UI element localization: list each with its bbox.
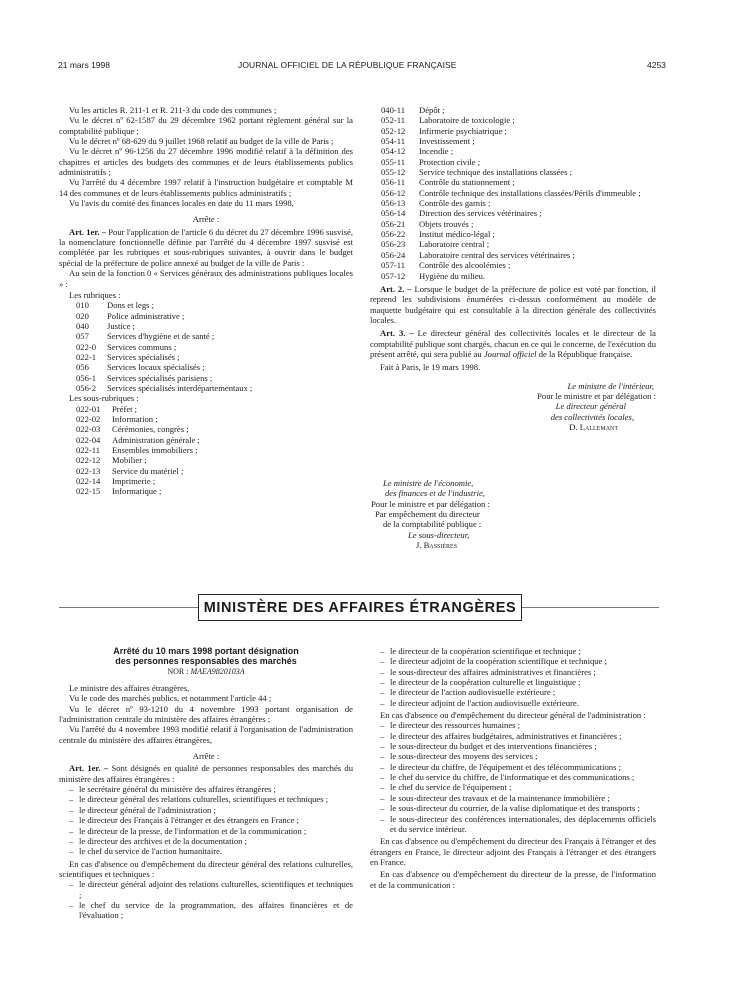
header-date: 21 mars 1998 bbox=[58, 60, 110, 70]
list-item: – le directeur général adjoint des relations culturelles, scientifiques et techniques ; bbox=[69, 879, 353, 900]
visa-1: Vu les articles R. 211-1 et R. 211-3 du code des communes ; bbox=[69, 105, 277, 115]
list-item: 010 Dons et legs ; bbox=[76, 300, 155, 311]
signature-2-empechement-line-2: de la comptabilité publique : bbox=[383, 519, 482, 530]
list-item: – le chef du service du chiffre, de l'informatique et des communications ; bbox=[380, 772, 635, 783]
minister-intro: Le ministre des affaires étrangères, bbox=[69, 683, 190, 694]
list-item: 056-12 Contrôle technique des installations classées/Périls d'immeuble ; bbox=[381, 187, 641, 198]
signature-2-name: J. Bassières bbox=[416, 540, 458, 551]
list-item: 056-24 Laboratoire central des services vétérinaires ; bbox=[381, 249, 575, 260]
absence-paragraph-2: En cas d'absence ou d'empêchement du directeur général de l'administration : bbox=[380, 710, 646, 721]
article-2: Art. 2. – Lorsque le budget de la préfecture de police est voté par fonction, il reprend les subdivisions énumérées ci-dessus conformément au modèle de maquette budgétaire qui est consultable à la direction générale des collectivités locales. bbox=[370, 283, 656, 325]
list-item: 054-12 Incendie ; bbox=[381, 146, 454, 157]
list-item: – le directeur général de l'administration ; bbox=[69, 804, 216, 815]
list-item: 056-22 Institut médico-légal ; bbox=[381, 229, 495, 240]
banner-rule-left bbox=[59, 607, 198, 608]
list-item: 022-02 Information ; bbox=[76, 413, 158, 424]
signature-2-delegation: Pour le ministre et par délégation : bbox=[371, 498, 490, 509]
list-item: 052-12 Infirmerie psychiatrique ; bbox=[381, 125, 507, 136]
list-item: – le directeur de la presse, de l'information et de la communication ; bbox=[69, 825, 307, 836]
list-item: 056 Services locaux spécialisés ; bbox=[76, 362, 205, 373]
list-item: – le directeur adjoint de l'action audiovisuelle extérieure. bbox=[380, 697, 579, 708]
list-item: 056-1 Services spécialisés parisiens ; bbox=[76, 372, 213, 383]
signature-2-role: Le sous-directeur, bbox=[408, 529, 470, 540]
list-item: 056-11 Contrôle du stationnement ; bbox=[381, 177, 515, 188]
fonction-intro: Au sein de la fonction 0 « Services généraux des administrations publiques locales » : bbox=[59, 268, 354, 289]
list-item: 020 Police administrative ; bbox=[76, 310, 185, 321]
list-item: – le secrétaire général du ministère des affaires étrangères ; bbox=[69, 784, 276, 795]
list-item: 022-1 Services spécialisés ; bbox=[76, 351, 180, 362]
sous-rubriques-title: Les sous-rubriques : bbox=[69, 393, 139, 404]
arrete-title-line-1: Arrêté du 10 mars 1998 portant désignation bbox=[113, 646, 299, 656]
list-item: 022-03 Cérémonies, congrès ; bbox=[76, 424, 189, 435]
rubriques-list bbox=[59, 300, 353, 393]
list-item: 022-12 Mobilier ; bbox=[76, 455, 147, 466]
list-item: 055-11 Protection civile ; bbox=[381, 156, 481, 167]
header-page-number: 4253 bbox=[647, 60, 666, 70]
list-item: 022-14 Imprimerie ; bbox=[76, 476, 156, 487]
visa-2: Vu le décret nº 62-1587 du 29 décembre 1962 portant règlement général sur la comptabilité publique ; bbox=[59, 115, 353, 136]
signature-1-name: D. Lallemant bbox=[569, 421, 618, 432]
list-item: – le directeur de l'action audiovisuelle extérieure ; bbox=[380, 687, 556, 698]
list-item: 040 Justice ; bbox=[76, 320, 135, 331]
visa-3: Vu l'arrêté du 4 novembre 1993 modifié relatif à l'organisation de l'administration centrale du ministère des affaires étrangères, bbox=[59, 724, 353, 745]
bottom-right-column bbox=[370, 646, 656, 890]
arrete-heading: Arrête : bbox=[192, 214, 220, 225]
delegates-list-2 bbox=[370, 720, 656, 834]
absence-paragraph-4: En cas d'absence ou d'empêchement du directeur de la presse, de l'information et de la communication : bbox=[370, 869, 656, 890]
article-1-text: Pour l'application de l'article 6 du décret du 27 décembre 1996 susvisé, la nomenclature fonctionnelle définie par l'arrêté du 4 décembre 1997 susvisé est complétée par les rubriques et sous-rubriques suivantes, à ouvrir dans le budget spécial de la préfecture de police annexé au budget de la ville de Paris : bbox=[59, 226, 353, 268]
article-1: Art. 1er. – Sont désignés en qualité de personnes responsables des marchés du ministère des affaires étrangères : bbox=[59, 763, 353, 784]
top-left-column bbox=[59, 105, 353, 497]
visa-6: Vu l'avis du comité des finances locales en date du 11 mars 1998, bbox=[69, 198, 294, 209]
nor-reference: NOR : MAEA9820103A bbox=[167, 666, 245, 676]
signature-block-2 bbox=[365, 478, 565, 550]
list-item: 056-23 Laboratoire central ; bbox=[381, 239, 490, 250]
rubriques-title: Les rubriques : bbox=[69, 289, 121, 300]
list-item: – le sous-directeur des affaires administratives et financières ; bbox=[380, 666, 596, 677]
list-item: – le directeur de la coopération scientifique et technique ; bbox=[380, 646, 581, 656]
arrete-heading: Arrête : bbox=[192, 751, 220, 762]
list-item: – le sous-directeur des moyens des services ; bbox=[380, 751, 538, 762]
list-item: 022-11 Ensembles immobiliers ; bbox=[76, 445, 198, 455]
signature-1-role-line-1: Le directeur général bbox=[555, 401, 626, 412]
list-item: 056-2 Services spécialisés interdépartementaux ; bbox=[76, 382, 253, 393]
top-right-column bbox=[370, 105, 656, 432]
list-item: – le chef du service de la programmation, des affaires financières et de l'évaluation ; bbox=[69, 899, 353, 921]
list-item: 057 Services d'hygiène et de santé ; bbox=[76, 331, 215, 342]
list-item: 022-04 Administration générale ; bbox=[76, 434, 200, 445]
list-item: 022-01 Préfet ; bbox=[76, 403, 138, 414]
list-item: 057-12 Hygiène du milieu. bbox=[381, 270, 486, 281]
list-item: – le directeur général des relations culturelles, scientifiques et techniques ; bbox=[69, 794, 329, 805]
list-item: 054-11 Investissement ; bbox=[381, 136, 475, 147]
article-1-label: Art. 1er. – bbox=[69, 226, 107, 237]
responsables-list bbox=[59, 784, 353, 856]
list-item: 022-13 Service du matériel ; bbox=[76, 465, 184, 476]
list-item: – le directeur des affaires budgétaires, administratives et financières ; bbox=[380, 730, 622, 741]
list-item: 022-0 Services communs ; bbox=[76, 341, 177, 352]
list-item: – le directeur du chiffre, de l'équipement et des télécommunications ; bbox=[380, 761, 621, 772]
list-item: 056-14 Direction des services vétérinaires ; bbox=[381, 208, 542, 219]
list-item: 052-11 Laboratoire de toxicologie ; bbox=[381, 115, 515, 126]
list-item: 056-13 Contrôle des garnis ; bbox=[381, 198, 491, 209]
list-item: – le directeur de la coopération culturelle et linguistique ; bbox=[380, 677, 581, 688]
signature-1-role-line-2: des collectivités locales, bbox=[550, 411, 634, 422]
list-item: – le sous-directeur des conférences internationales, des déplacements officiels et du service intérieur. bbox=[380, 813, 656, 834]
list-item: – le directeur des Français à l'étranger et des étrangers en France ; bbox=[69, 815, 299, 826]
list-item: – le sous-directeur des travaux et de la maintenance immobilière ; bbox=[380, 792, 610, 803]
signature-2-title-line-1: Le ministre de l'économie, bbox=[383, 478, 474, 488]
sous-rubriques-list bbox=[59, 404, 353, 497]
fait-a-paris: Fait à Paris, le 19 mars 1998. bbox=[380, 362, 481, 373]
visa-4: Vu le décret nº 96-1256 du 27 décembre 1996 modifié relatif à la définition des chapitres et articles des budgets des communes et de leurs établissements publics administratifs ; bbox=[59, 146, 353, 178]
delegates-list-1 bbox=[59, 879, 353, 920]
signature-2-empechement-line-1: Par empêchement du directeur bbox=[375, 509, 480, 520]
ministry-banner: MINISTÈRE DES AFFAIRES ÉTRANGÈRES bbox=[198, 594, 522, 621]
list-item: – le directeur des ressources humaines ; bbox=[380, 720, 521, 731]
delegates-list-1-continued bbox=[370, 646, 656, 708]
list-item: 056-21 Objets trouvés ; bbox=[381, 218, 474, 229]
arrete-title-line-2: des personnes responsables des marchés bbox=[115, 656, 297, 667]
list-item: 040-11 Dépôt ; bbox=[381, 105, 445, 115]
bottom-left-column bbox=[59, 646, 353, 921]
list-item: – le chef du service de l'équipement ; bbox=[380, 782, 512, 793]
signature-2-title-line-2: des finances et de l'industrie, bbox=[385, 488, 485, 499]
list-item: 055-12 Service technique des installations classées ; bbox=[381, 167, 572, 178]
list-item: – le sous-directeur du budget et des interventions financières ; bbox=[380, 741, 597, 752]
banner-rule-right bbox=[522, 607, 659, 608]
list-item: – le directeur des archives et de la documentation ; bbox=[69, 835, 247, 846]
signature-1-title: Le ministre de l'intérieur, bbox=[567, 380, 654, 391]
list-item: – le directeur adjoint de la coopération scientifique et technique ; bbox=[380, 656, 607, 667]
article-1 bbox=[59, 227, 353, 268]
list-item: – le sous-directeur du courrier, de la valise diplomatique et des transports ; bbox=[380, 803, 640, 814]
header-journal-title: JOURNAL OFFICIEL DE LA RÉPUBLIQUE FRANÇAISE bbox=[238, 60, 457, 70]
visa-2: Vu le décret nº 93-1210 du 4 novembre 1993 portant organisation de l'administration centrale du ministère des affaires étrangères ; bbox=[59, 703, 353, 725]
visa-1: Vu le code des marchés publics, et notamment l'article 44 ; bbox=[69, 693, 272, 704]
article-3: Art. 3. – Le directeur général des collectivités locales et le directeur de la comptabilité publique sont chargés, chacun en ce qui le concerne, de l'exécution du présent arrêté, qui sera publié au Journal officiel de la République française. bbox=[370, 328, 656, 359]
absence-paragraph-1: En cas d'absence ou d'empêchement du directeur général des relations culturelles, scientifiques et techniques : bbox=[59, 858, 353, 879]
visa-5: Vu l'arrêté du 4 décembre 1997 relatif à l'instruction budgétaire et comptable M 14 des communes et de leurs établissements publics administratifs ; bbox=[59, 177, 353, 198]
signature-1-delegation: Pour le ministre et par délégation : bbox=[537, 390, 656, 401]
list-item: – le chef du service de l'action humanitaire. bbox=[69, 846, 223, 857]
absence-paragraph-3: En cas d'absence ou d'empêchement du directeur des Français à l'étranger et des étrangers en France, le directeur adjoint des Français à l'étranger et des étrangers en France. bbox=[370, 836, 656, 867]
list-item: 022-15 Informatique ; bbox=[76, 486, 162, 497]
visa-3: Vu le décret nº 68-629 du 9 juillet 1968 relatif au budget de la ville de Paris ; bbox=[69, 136, 334, 147]
signature-block-1 bbox=[370, 381, 656, 433]
sous-rubriques-continued bbox=[370, 105, 656, 281]
list-item: 057-11 Contrôle des alcoolémies ; bbox=[381, 260, 511, 271]
